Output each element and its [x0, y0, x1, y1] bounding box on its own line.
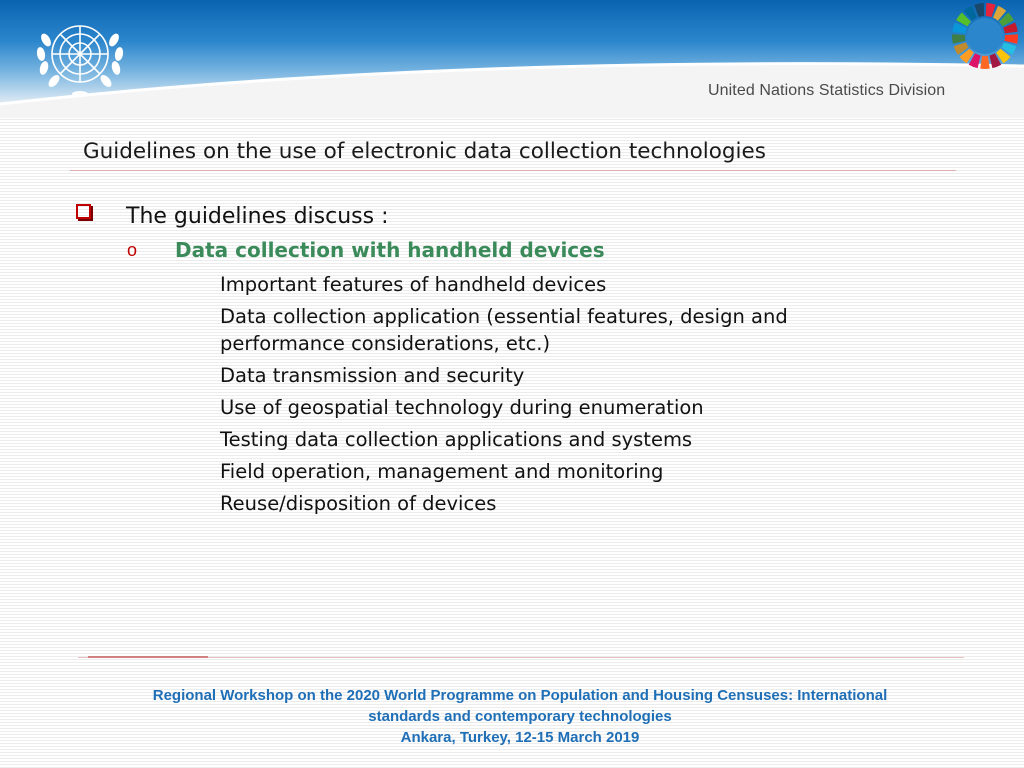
footer-divider-accent — [88, 656, 208, 658]
list-item: Field operation, management and monitoring — [220, 460, 664, 483]
list-item: Important features of handheld devices — [220, 273, 607, 296]
sdg-wheel-segment — [980, 56, 990, 69]
footer — [90, 685, 950, 748]
list-item: Data collection application (essential features, design and performance considerations, etc.) — [220, 305, 788, 355]
main-bullet: The guidelines discuss : — [126, 204, 389, 229]
division-name: United Nations Statistics Division — [708, 82, 946, 99]
circle-bullet-icon: o — [127, 240, 138, 260]
checkbox-bullet-icon — [76, 204, 91, 219]
sub-bullet-heading: Data collection with handheld devices — [175, 238, 605, 262]
list-item: Data transmission and security — [220, 364, 525, 387]
list-item: Use of geospatial technology during enumeration — [220, 396, 704, 419]
un-emblem-icon — [28, 10, 132, 102]
topic-list — [220, 271, 860, 522]
banner-swoosh — [0, 0, 1024, 118]
page-title: Guidelines on the use of electronic data collection technologies — [83, 139, 766, 164]
sdg-wheel-segment — [952, 34, 966, 43]
header-banner — [0, 0, 1024, 118]
footer-divider — [78, 657, 964, 658]
list-item: Testing data collection applications and systems — [220, 428, 693, 451]
sdg-wheel-segment — [1004, 34, 1018, 43]
title-divider — [70, 170, 956, 171]
sdg-wheel-icon — [950, 1, 1020, 71]
footer-line-2: standards and contemporary technologies — [368, 708, 672, 725]
footer-line-3: Ankara, Turkey, 12-15 March 2019 — [400, 729, 640, 746]
footer-line-1: Regional Workshop on the 2020 World Programme on Population and Housing Censuses: International — [152, 687, 888, 704]
list-item: Reuse/disposition of devices — [220, 492, 497, 515]
